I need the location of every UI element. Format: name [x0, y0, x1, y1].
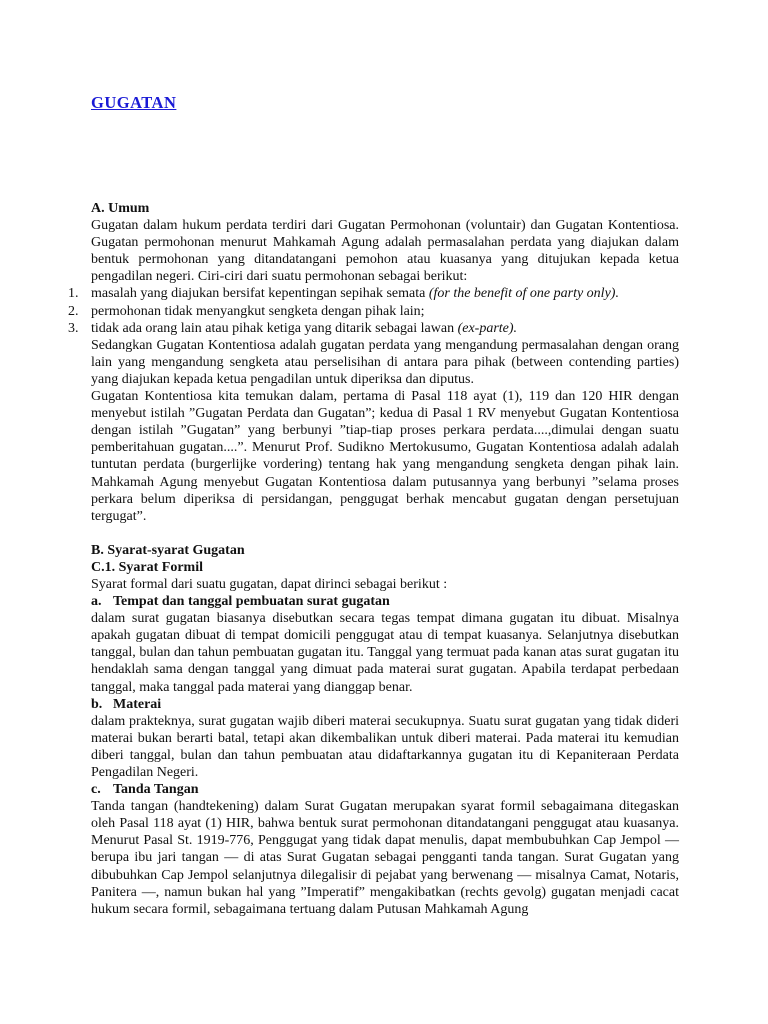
list-item: 3. tidak ada orang lain atau pihak ketiga yang ditarik sebagai lawan (ex-parte).: [68, 320, 518, 336]
item-a-text: dalam surat gugatan biasanya disebutkan secara tegas tempat dimana gugatan itu dibuat. Misalnya apakah gugatan dibuat di tempat domicili penggugat atau di tempat kuasanya. Selanjutnya disebutkan tanggal, bulan dan tahun pembuatan gugatan itu. Tanggal yang termuat pada kanan atas surat gugatan itu hendaklah sama dengan tanggal yang dimuat pada materai surat gugatan. Apabila terdapat perbedaan tanggal, maka tanggal pada materai yang dianggap benar.: [91, 611, 679, 695]
item-b-heading: b. Materai: [91, 696, 162, 712]
document-title[interactable]: GUGATAN: [91, 93, 177, 112]
list-item: 2. permohonan tidak menyangkut sengketa dengan pihak lain;: [68, 303, 425, 319]
item-c-text: Tanda tangan (handtekening) dalam Surat Gugatan merupakan syarat formil sebagaimana ditegaskan oleh Pasal 118 ayat (1) HIR, bahwa bentuk surat permohonan ditandatangani penggugat atau kuasanya. Menurut Pasal St. 1919-776, Penggugat yang tidak dapat menulis, dapat membubuhkan Cap Jempol — berupa ibu jari tangan — di atas Surat Gugatan sebagai pengganti tanda tangan. Surat Gugatan yang dibubuhkan Cap Jempol selanjutnya dilegalisir di pejabat yang berwenang — misalnya Camat, Notaris, Panitera —, namun bukan hal yang ”Imperatif” mengakibatkan (rechts gevolg) gugatan menjadi cacat hukum secara formil, sebagaimana tertuang dalam Putusan Mahkamah Agung: [91, 799, 679, 917]
item-a-heading: a. Tempat dan tanggal pembuatan surat gugatan: [91, 594, 390, 610]
list-item: 1. masalah yang diajukan bersifat kepentingan sepihak semata (for the benefit of one party only).: [68, 286, 619, 302]
section-a-heading: A. Umum: [91, 201, 150, 216]
document-body: [68, 200, 679, 918]
section-a-paragraph-2: Sedangkan Gugatan Kontentiosa adalah gugatan perdata yang mengandung permasalahan dengan orang lain yang mengandung sengketa atau perselisihan di antara para pihak (between contending parties) yang diajukan kepada ketua pengadilan untuk diperiksa dan diputus.: [91, 337, 679, 387]
item-b-text: dalam prakteknya, surat gugatan wajib diberi materai secukupnya. Suatu surat gugatan yang tidak dideri materai bukan berarti batal, tetapi akan dikembalikan untuk diberi materai. Pada materai itu kemudian diberi tanggal, bulan dan tahun pembuatan atau didaftarkannya gugatan itu di Kepaniteraan Perdata Pengadilan Negeri.: [91, 713, 679, 780]
section-a-paragraph-3: Gugatan Kontentiosa kita temukan dalam, pertama di Pasal 118 ayat (1), 119 dan 120 HIR dengan menyebut istilah ”Gugatan Perdata dan Gugatan”; kedua di Pasal 1 RV menyebut Gugatan Kontentiosa dengan istilah ”Gugatan” yang berbunyi ”tiap-tiap proses perkara perdata....,dimulai dengan suatu pemberitahuan gugatan....”. Menurut Prof. Sudikno Mertokusumo, Gugatan Kontentiosa adalah adalah tuntutan perdata (burgerlijke vordering) tentang hak yang mengandung sengketa dengan pihak lain. Mahkamah Agung menyebut Gugatan Kontentiosa dalam putusannya yang berbunyi ”selama proses perkara belum diperiksa di persidangan, penggugat berhak mencabut gugatan dengan persetujuan tergugat”.: [91, 389, 679, 524]
syarat-formil-intro: Syarat formal dari suatu gugatan, dapat dirinci sebagai berikut :: [91, 576, 448, 592]
permohonan-criteria-list: [68, 285, 679, 336]
syarat-formil-heading: C.1. Syarat Formil: [91, 559, 203, 575]
item-c-heading: c. Tanda Tangan: [91, 782, 199, 798]
section-b-heading: B. Syarat-syarat Gugatan: [91, 542, 245, 558]
section-a-paragraph-1: Gugatan dalam hukum perdata terdiri dari Gugatan Permohonan (voluntair) dan Gugatan Kontentiosa. Gugatan permohonan menurut Mahkamah Agung adalah permasalahan perdata yang diajukan dalam bentuk permohonan yang ditandatangani pemohon atau kuasanya yang ditujukan kepada ketua pengadilan negeri. Ciri-ciri dari suatu permohonan sebagai berikut:: [91, 218, 679, 285]
